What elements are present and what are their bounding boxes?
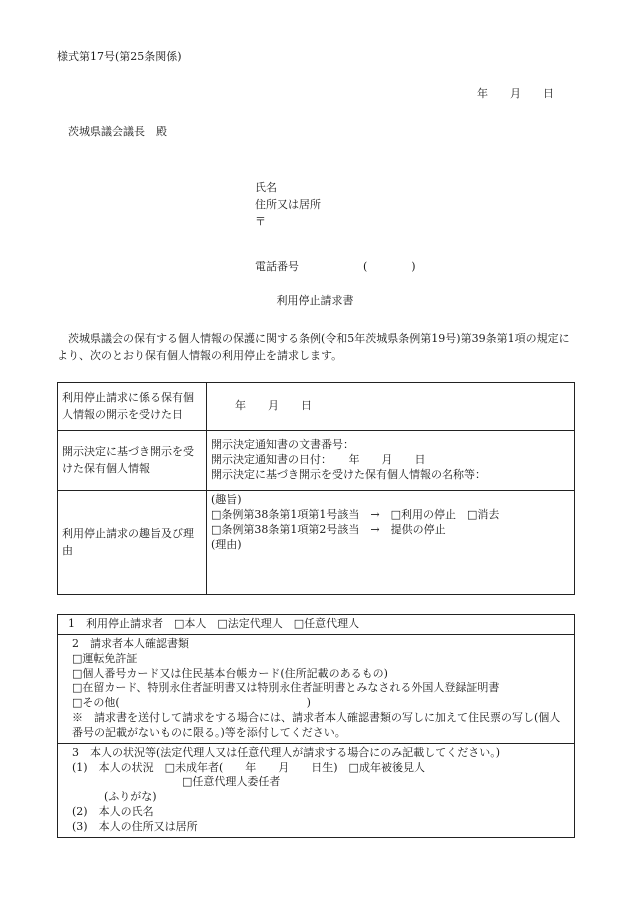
date-year: 年 — [477, 87, 488, 100]
disclosure-date-text: 年 月 日 — [235, 399, 312, 413]
date-day: 日 — [543, 87, 554, 100]
principal-delegate-option[interactable]: □任意代理人委任者 — [182, 775, 281, 789]
requester-block — [255, 181, 416, 277]
principal-status-title: 3 本人の状況等(法定代理人又は任意代理人が請求する場合にのみ記載してください。) — [72, 745, 501, 759]
addressee: 茨城県議会議長 殿 — [68, 125, 167, 138]
reason-heading: (理由) — [211, 537, 242, 551]
purpose-label: 利用停止請求の趣旨及び理由 — [58, 491, 207, 595]
requester-info-table — [57, 614, 575, 838]
requester-type-row[interactable]: 1 利用停止請求者 □本人 □法定代理人 □任意代理人 — [58, 615, 575, 635]
name-label: 氏名 — [255, 181, 277, 194]
notice-date: 開示決定通知書の日付： 年 月 日 — [211, 453, 426, 467]
phone-paren-close: ) — [411, 260, 416, 273]
id-option-mynumber[interactable]: □個人番号カード又は住民基本台帳カード(住所記載のあるもの) — [72, 666, 388, 680]
principal-address-label: (3) 本人の住所又は居所 — [72, 819, 198, 833]
purpose-option-2[interactable]: □条例第38条第1項第2号該当 → 提供の停止 — [211, 522, 446, 536]
intro-paragraph: 茨城県議会の保有する個人情報の保護に関する条例(令和5年茨城県条例第19号)第39条第1項の規定により、次のとおり保有個人情報の利用停止を請求します。 — [57, 332, 570, 363]
info-name: 開示決定に基づき開示を受けた保有個人情報の名称等： — [211, 467, 486, 481]
disclosed-info-value[interactable] — [207, 431, 575, 491]
principal-status-cell — [58, 743, 575, 837]
form-number: 様式第17号(第25条関係) — [57, 50, 182, 63]
id-option-residence-card[interactable]: □在留カード、特別永住者証明書又は特別永住者証明書とみなされる外国人登録証明書 — [72, 681, 500, 695]
request-details-table — [57, 382, 575, 595]
principal-status-item[interactable]: (1) 本人の状況 □未成年者( 年 月 日生) □成年被後見人 — [72, 760, 425, 774]
phone-label: 電話番号 — [255, 260, 299, 273]
id-documents-cell — [58, 634, 575, 743]
submission-date — [455, 87, 554, 102]
principal-name-label: (2) 本人の氏名 — [72, 805, 154, 819]
furigana-label: (ふりがな) — [104, 790, 157, 804]
postal-mark: 〒 — [255, 215, 266, 228]
id-option-license[interactable]: □運転免許証 — [72, 651, 138, 665]
purpose-heading: (趣旨) — [211, 493, 242, 506]
page-title: 利用停止請求書 — [276, 294, 354, 307]
purpose-option-1[interactable]: □条例第38条第1項第1号該当 → □利用の停止 □消去 — [211, 507, 500, 521]
id-option-other[interactable]: □その他( ) — [72, 696, 311, 710]
date-month: 月 — [510, 87, 521, 100]
purpose-value[interactable] — [207, 491, 575, 595]
phone-paren-open: ( — [363, 260, 368, 273]
phone-line — [255, 260, 416, 277]
disclosed-info-label: 開示決定に基づき開示を受けた保有個人情報 — [58, 431, 207, 491]
disclosure-date-value[interactable] — [207, 383, 575, 431]
address-label: 住所又は居所 — [255, 198, 321, 211]
notice-number: 開示決定通知書の文書番号： — [211, 438, 354, 452]
disclosure-date-label: 利用停止請求に係る保有個人情報の開示を受けた日 — [58, 383, 207, 431]
id-documents-title: 2 請求者本人確認書類 — [72, 636, 189, 650]
id-documents-note: ※ 請求書を送付して請求をする場合には、請求者本人確認書類の写しに加えて住民票の写し(個人番号の記載がないものに限る。)等を添付してください。 — [72, 711, 561, 739]
